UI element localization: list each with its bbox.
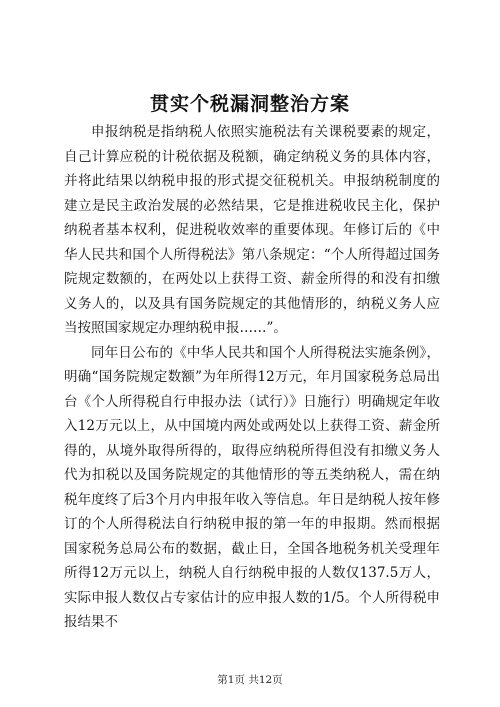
document-title: 贯实个税漏洞整治方案	[149, 93, 350, 115]
page-number-footer: 第1页 共12页	[217, 674, 283, 686]
document-body	[64, 120, 440, 635]
paragraph-1: 申报纳税是指纳税人依照实施税法有关课税要素的规定，自己计算应税的计税依据及税额，确定纳税义务的具体内容，并将此结果以纳税申报的形式提交征税机关。申报纳税制度的建立是民主政治发展的必然结果，它是推进税收民主化，保护纳税者基本权利，促进税收效率的重要体现。年修订后的《中华人民共和国个人所得税法》第八条规定：“个人所得超过国务院规定数额的，在两处以上获得工资、薪金所得的和没有扣缴义务人的，以及具有国务院规定的其他情形的，纳税义务人应当按照国家规定办理纳税申报……”。	[64, 124, 440, 336]
paragraph-2: 同年日公布的《中华人民共和国个人所得税法实施条例》，明确“国务院规定数额”为年所得12万元，年月国家税务总局出台《个人所得税自行申报办法（试行）》日施行）明确规定年收入12万元以上，从中国境内两处或两处以上获得工资、薪金所得的，从境外取得所得的，取得应纳税所得但没有扣缴义务人代为扣税以及国务院规定的其他情形的等五类纳税人，需在纳税年度终了后3个月内申报年收入等信息。年日是纳税人按年修订的个人所得税法自行纳税申报的第一年的申报期。然而根据国家税务总局公布的数据，截止日，全国各地税务机关受理年所得12万元以上，纳税人自行纳税申报的人数仅137.5万人，实际申报人数仅占专家估计的应申报人数的1/5。个人所得税申报结果不	[64, 344, 440, 630]
